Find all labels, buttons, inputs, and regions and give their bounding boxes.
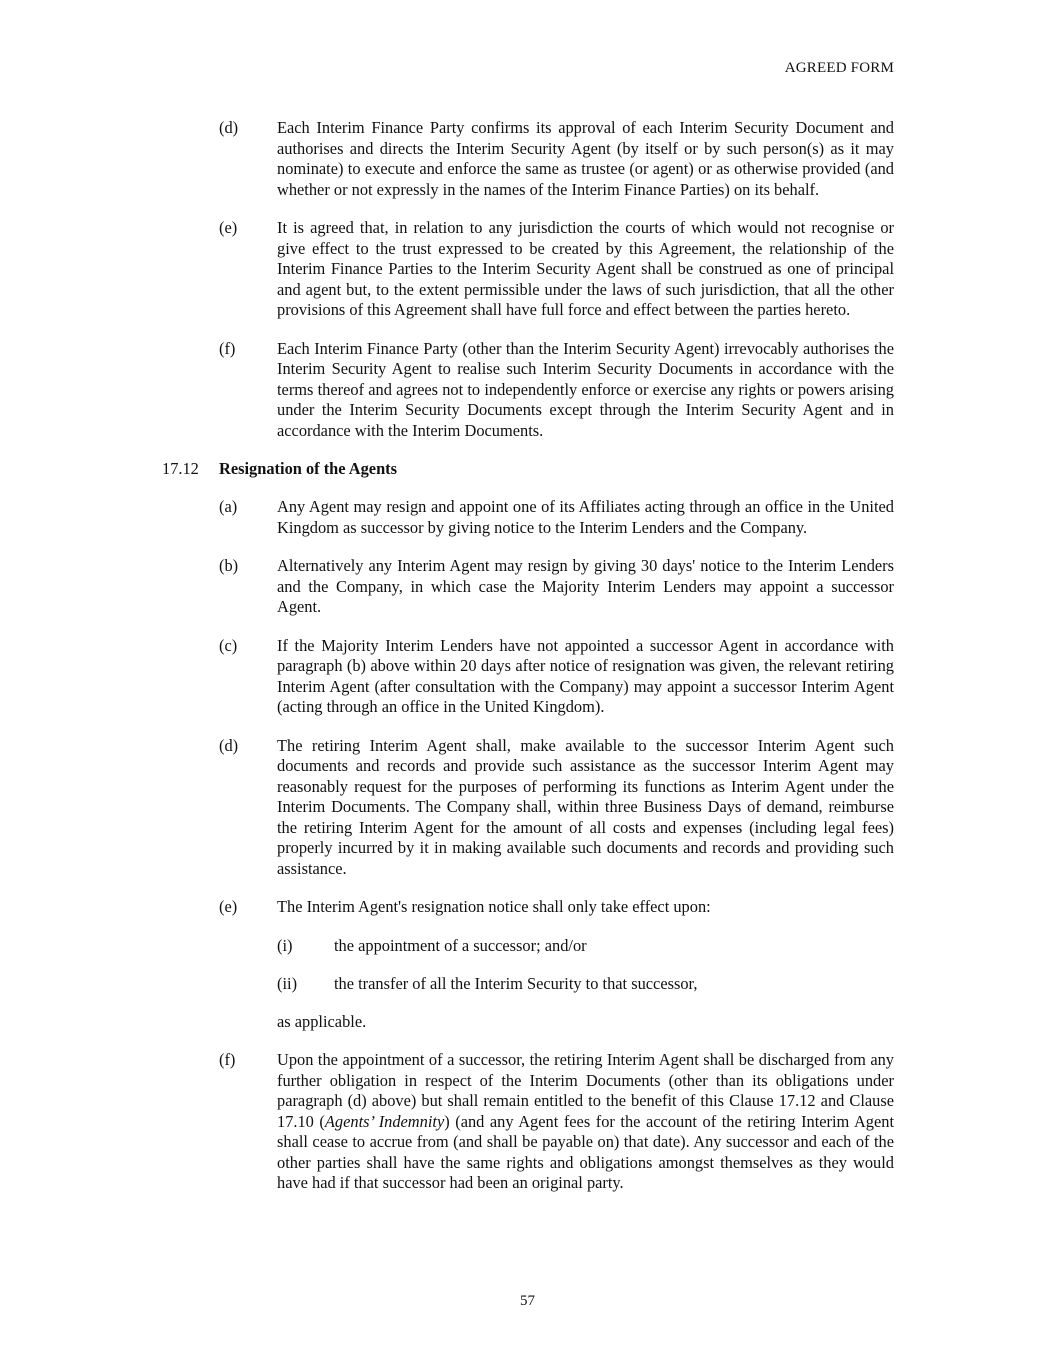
paragraph-label: (b) (219, 556, 239, 575)
paragraph-text (277, 1050, 894, 1194)
paragraph-d-documents-records (0, 736, 1055, 880)
clause-number: 17.12 (162, 459, 199, 478)
subparagraph-i (0, 936, 1055, 956)
paragraph-text: Alternatively any Interim Agent may resign by giving 30 days' notice to the Interim Lenders and the Company, in which case the Majority Interim Lenders may appoint a successor Agent. (277, 556, 894, 616)
paragraph-text: It is agreed that, in relation to any jurisdiction the courts of which would not recognise or give effect to the trust expressed to be created by this Agreement, the relationship of the Interim Finance Parties to the Interim Security Agent shall be construed as one of principal and agent but, to the extent permissible under the laws of such jurisdiction, that all the other provisions of this Agreement shall have full force and effect between the parties hereto. (277, 218, 894, 319)
paragraph-e-jurisdiction (0, 218, 1055, 321)
paragraph-label: (a) (219, 497, 238, 516)
agreed-form-header: AGREED FORM (784, 60, 894, 76)
paragraph-label: (f) (219, 1050, 236, 1069)
paragraph-text: Any Agent may resign and appoint one of its Affiliates acting through an office in the United Kingdom as successor by giving notice to the Interim Lenders and the Company. (277, 497, 894, 537)
paragraph-label: (f) (219, 338, 236, 358)
paragraph-label: (e) (219, 897, 238, 916)
paragraph-c-successor-appointment (0, 636, 1055, 718)
clause-reference-italic: Agents’ Indemnity (324, 1111, 445, 1131)
paragraph-a-resign-affiliate (0, 497, 1055, 538)
paragraph-text: If the Majority Interim Lenders have not appointed a successor Agent in accordance with paragraph (b) above within 20 days after notice of resignation was given, the relevant retiring Interim Agent (after consultation with the Company) may appoint a successor Interim Agent (acting through an office in the United Kingdom). (277, 635, 894, 716)
paragraph-label: (e) (219, 218, 238, 237)
paragraph-label: (d) (219, 118, 239, 137)
paragraph-text-start: Upon the appointment of a successor, the retiring Interim Agent shall be discharged from any further obligation in respect of the Interim Documents (other than its obligations under paragraph (d) above) but shall remain entitled to the benefit of this Clause 17.12 and Clause 17.10 ( (277, 1050, 894, 1131)
subparagraph-label: (i) (277, 935, 293, 955)
paragraph-text: Each Interim Finance Party confirms its approval of each Interim Security Document and authorises and directs the Interim Security Agent (by itself or by such person(s) as it may nominate) to execute and enforce the same as trustee (or agent) or as otherwise provided (and whether or not expressly in the names of the Interim Finance Parties) on its behalf. (277, 118, 894, 199)
paragraph-text: Each Interim Finance Party (other than the Interim Security Agent) irrevocably authorises the Interim Security Agent to realise such Interim Security Documents in accordance with the terms thereof and agrees not to independently enforce or exercise any rights or powers arising under the Interim Security Documents except through the Interim Security Agent and in accordance with the Interim Documents. (277, 338, 894, 440)
subparagraph-text: the transfer of all the Interim Security to that successor, (334, 973, 698, 993)
subparagraph-text: the appointment of a successor; and/or (334, 935, 587, 955)
paragraph-text: The retiring Interim Agent shall, make available to the successor Interim Agent such documents and records and provide such assistance as the successor Interim Agent may reasonably request for the purposes of performing its functions as Interim Agent under the Interim Documents. The Company shall, within three Business Days of demand, reimburse the retiring Interim Agent for the amount of all costs and expenses (including legal fees) properly incurred by it in making available such documents and records and providing such assistance. (277, 735, 894, 878)
page-number: 57 (520, 1293, 535, 1309)
paragraph-text: The Interim Agent's resignation notice shall only take effect upon: (277, 897, 711, 916)
paragraph-e-tail: as applicable. (277, 1011, 367, 1031)
paragraph-text-end: ) (and any Agent fees for the account of the retiring Interim Agent shall cease to accrue from (and shall be payable on) that date). Any successor and each of the other parties shall have the same rights and obligations amongst themselves as they would have had if that successor had been an original party. (277, 1111, 895, 1192)
clause-heading (0, 459, 1055, 479)
paragraph-label: (d) (219, 735, 239, 755)
clause-title: Resignation of the Agents (219, 459, 398, 478)
paragraph-b-resign-notice (0, 556, 1055, 618)
paragraph-f-discharge (0, 1050, 1055, 1194)
paragraph-d-approval (0, 118, 1055, 200)
subparagraph-label: (ii) (277, 973, 298, 993)
document-body (0, 118, 1055, 1212)
subparagraph-ii (0, 974, 1055, 994)
paragraph-f-authorisation (0, 339, 1055, 442)
paragraph-e-resignation-effect (0, 897, 1055, 918)
paragraph-label: (c) (219, 635, 238, 655)
